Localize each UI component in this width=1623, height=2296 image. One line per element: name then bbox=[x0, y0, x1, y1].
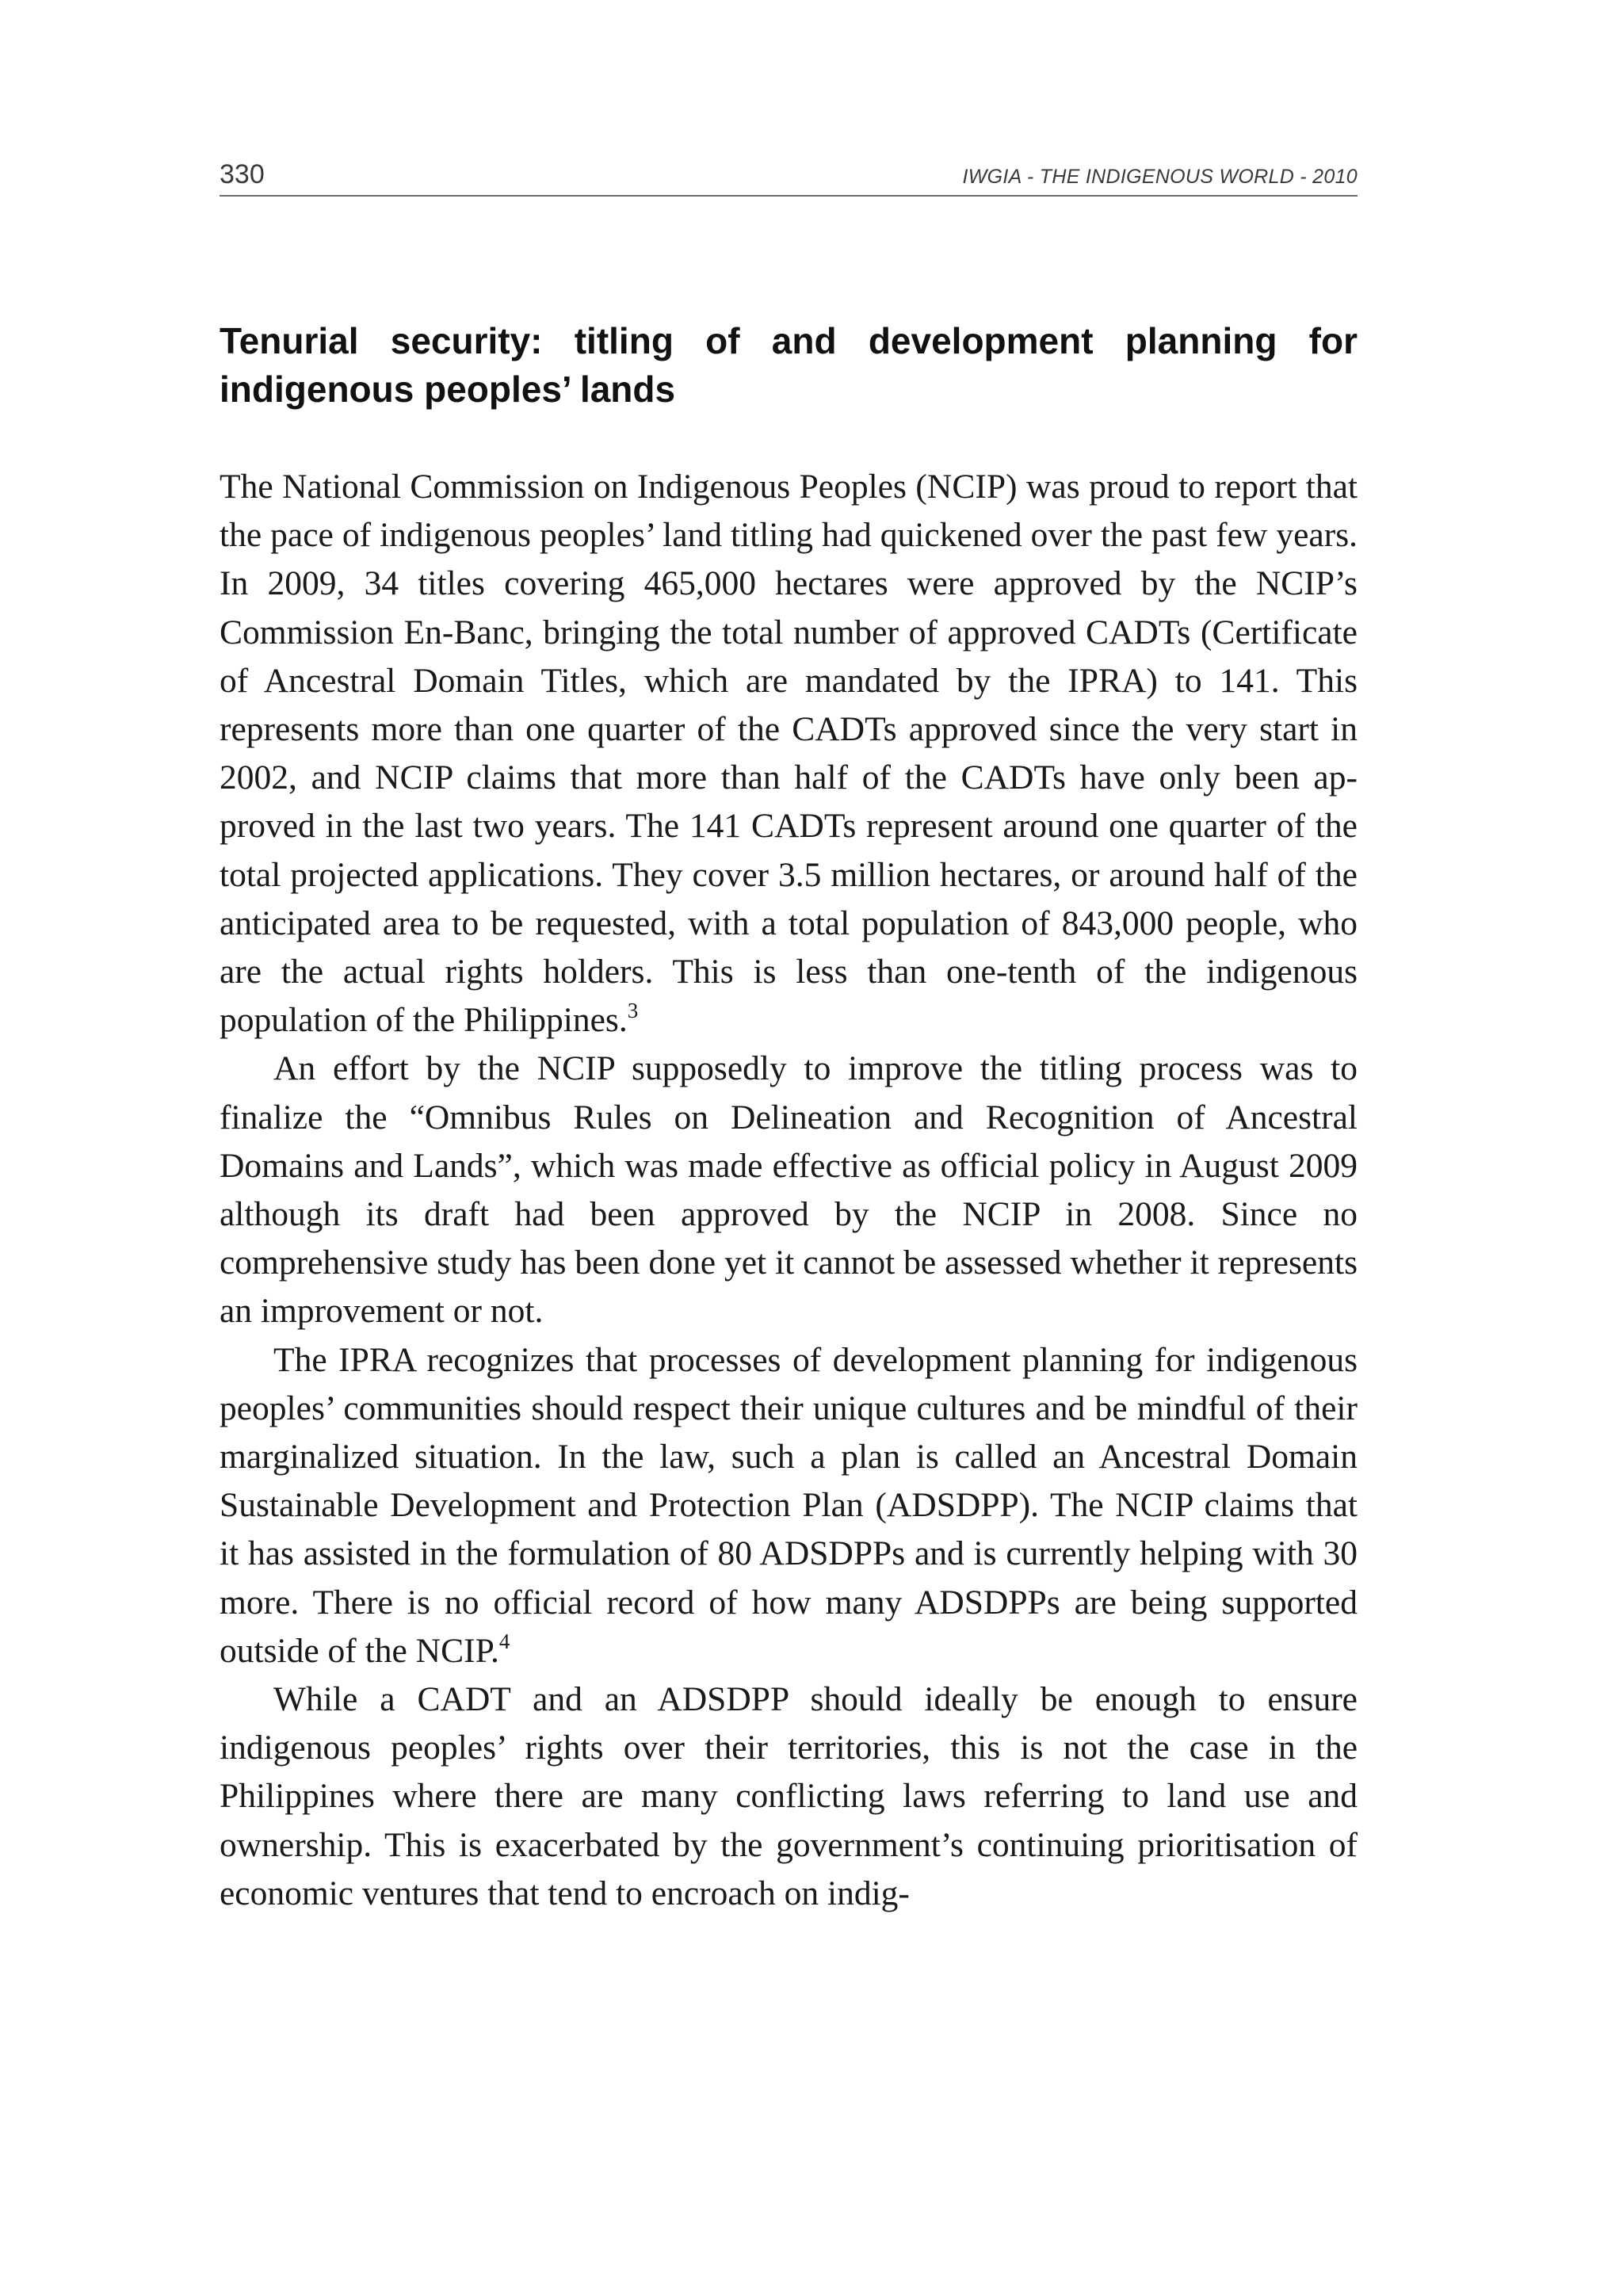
page-number: 330 bbox=[220, 159, 265, 189]
paragraph-text: An effort by the NCIP supposedly to improve the titling process was to finalize the “Omnibus Rules on Delineation and Recognition of Ancestral Domains and Lands”, which was made effective as official policy in August 2009 although its draft had been approved by the NCIP in 2008. Since no comprehensive study has been done yet it cannot be assessed whether it represents an improvement or not. bbox=[220, 1049, 1358, 1331]
paragraph-text: The IPRA recognizes that processes of development planning for indigenous peoples’ communities should respect their unique cultures and be mindful of their marginalized situation. In the law, such a plan is called an Ancestral Domain Sustainable Development and Protection Plan (ADSDPP). The NCIP claims that it has assisted in the formulation of 80 ADSDPPs and is currently helping with 30 more. There is no official record of how many ADSDPPs are being supported outside of the NCIP. bbox=[220, 1340, 1358, 1670]
paragraph-text: While a CADT and an ADSDPP should ideally be enough to ensure indigenous peoples’ rights over their territories, this is not the case in the Philippines where there are many conflicting laws referring to land use and ownership. This is exacerbated by the government’s continuing prioritisation of economic ventures that tend to encroach on indig- bbox=[220, 1680, 1358, 1912]
paragraph bbox=[220, 463, 1358, 1045]
publication-title: IWGIA - THE INDIGENOUS WORLD - 2010 bbox=[962, 166, 1358, 188]
paragraph bbox=[220, 1045, 1358, 1335]
paragraph bbox=[220, 1675, 1358, 1918]
paragraph bbox=[220, 1336, 1358, 1675]
footnote-marker: 3 bbox=[627, 999, 639, 1023]
section-heading: Tenurial security: titling of and development planning for indigenous peoples’ lands bbox=[220, 320, 1358, 410]
body-text bbox=[220, 463, 1358, 1918]
running-header bbox=[220, 155, 1358, 197]
footnote-marker: 4 bbox=[498, 1629, 510, 1653]
paragraph-text: The National Commission on Indigenous Peoples (NCIP) was proud to report that the pace of indigenous peoples’ land titling had quickened over the past few years. In 2009, 34 titles covering 465,000 hectares were approved by the NCIP’s Commission En-Banc, bringing the total number of approved CADTs (Certificate of Ancestral Domain Titles, which are mandated by the IPRA) to 141. This represents more than one quarter of the CADTs approved since the very start in 2002, and NCIP claims that more than half of the CADTs have only been approved in the last two years. The 141 CADTs represent around one quarter of the total projected applications. They cover 3.5 million hectares, or around half of the anticipated area to be requested, with a total population of 843,000 people, who are the actual rights holders. This is less than one-tenth of the indigenous population of the Philippines. bbox=[220, 468, 1358, 1040]
